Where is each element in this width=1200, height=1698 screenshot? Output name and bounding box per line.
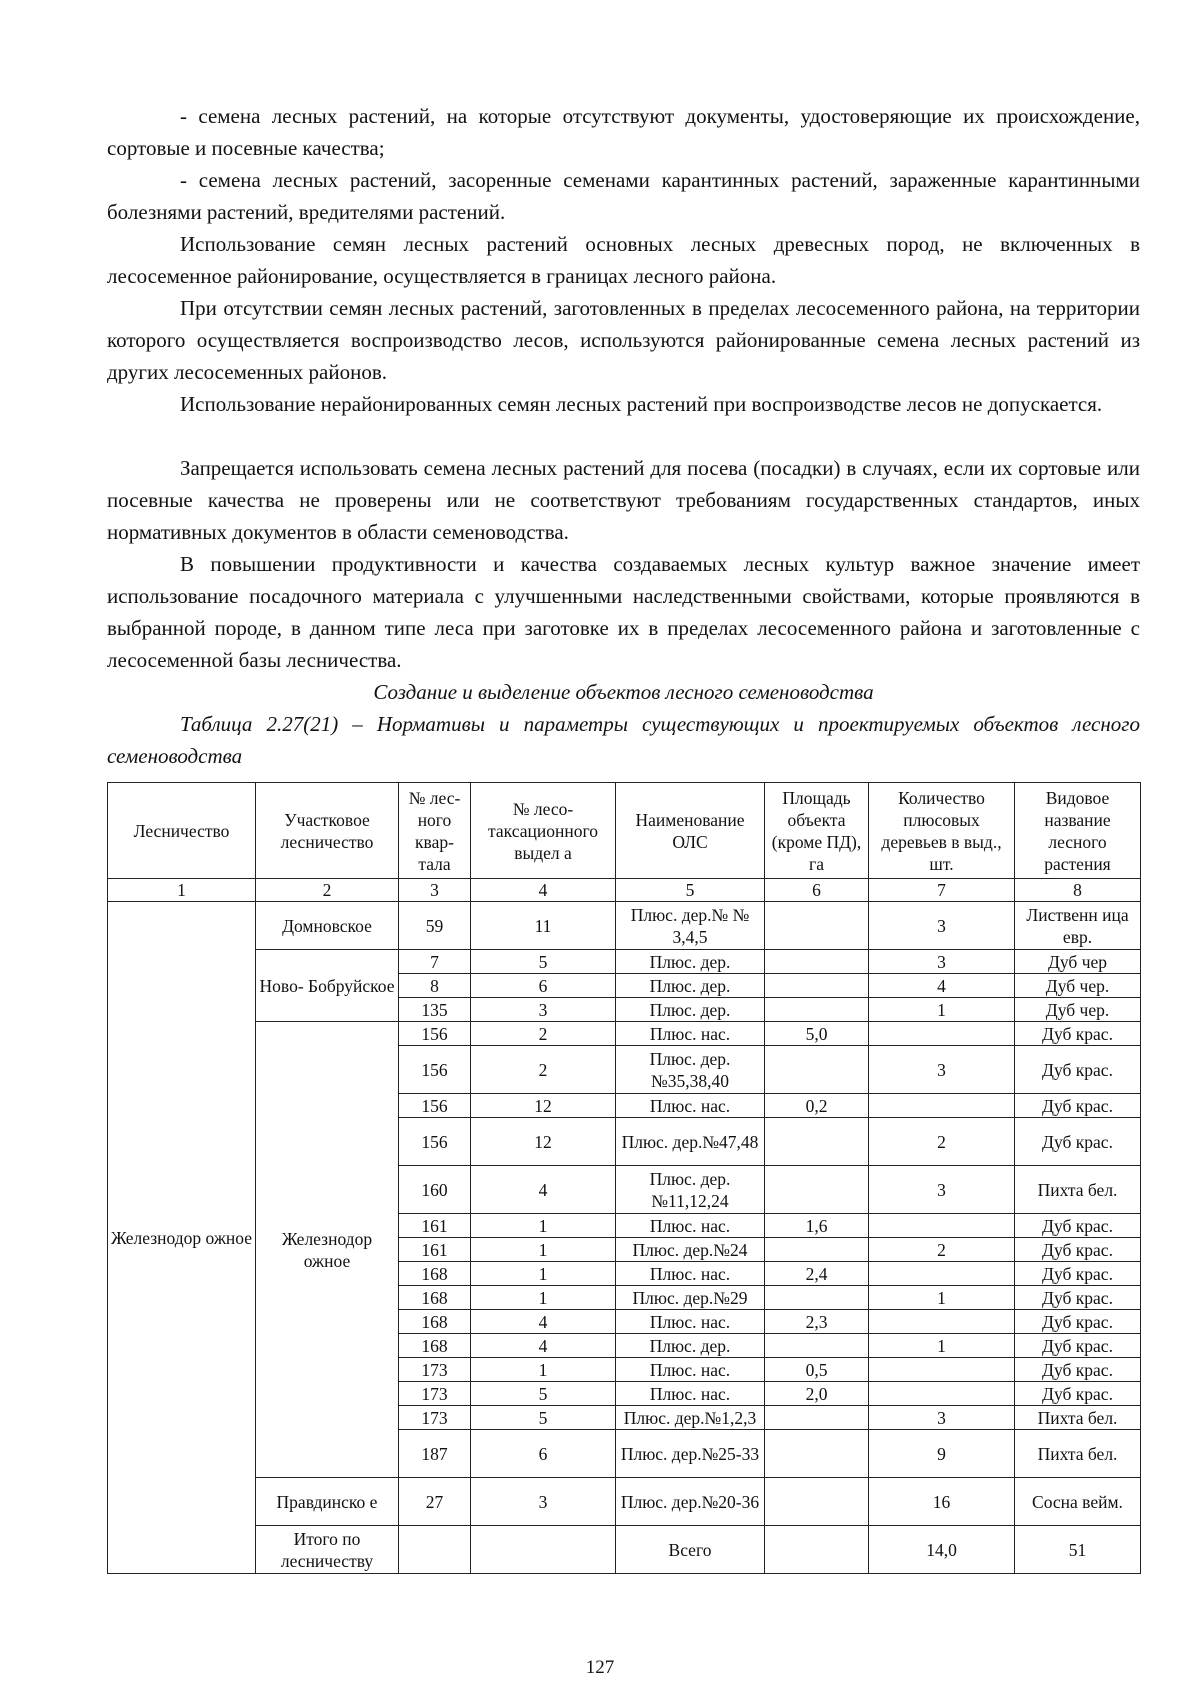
ols-cell: Плюс. нас.	[616, 1382, 765, 1406]
count-cell	[869, 1094, 1015, 1118]
plot-cell: 1	[471, 1262, 616, 1286]
ols-cell: Плюс. дер.	[616, 998, 765, 1022]
count-cell: 1	[869, 1286, 1015, 1310]
area-cell: 2,3	[765, 1310, 869, 1334]
area-cell	[765, 1334, 869, 1358]
quarter-cell: 156	[399, 1118, 471, 1166]
paragraph-7: В повышении продуктивности и качества создаваемых лесных культур важное значение имеет использование посадочного материала с улучшенными наследственными свойствами, которые проявляются в выбранной породе, в данном типе леса при заготовке их в пределах лесосеменного района и заготовленные с лесосеменной базы лесничества.	[107, 552, 1140, 672]
paragraph-6: Запрещается использовать семена лесных растений для посева (посадки) в случаях, если их сортовые или посевные качества не проверены или не соответствуют требованиям государственных стандартов, иных нормативных документов в области семеноводства.	[107, 456, 1140, 544]
forestry-cell: Железнодор ожное	[108, 902, 256, 1574]
count-cell: 3	[869, 1046, 1015, 1094]
ols-cell: Плюс. дер.№25-33	[616, 1430, 765, 1478]
plot-cell: 12	[471, 1118, 616, 1166]
column-number: 7	[869, 879, 1015, 902]
count-cell: 2	[869, 1238, 1015, 1262]
district-cell: Железнодор ожное	[256, 1022, 399, 1478]
species-cell: Дуб крас.	[1015, 1358, 1141, 1382]
paragraph-5: Использование нерайонированных семян лесных растений при воспроизводстве лесов не допускается.	[180, 392, 1103, 416]
plot-cell: 1	[471, 1214, 616, 1238]
plot-cell: 4	[471, 1334, 616, 1358]
column-number: 1	[108, 879, 256, 902]
count-cell: 1	[869, 1334, 1015, 1358]
ols-cell: Плюс. нас.	[616, 1358, 765, 1382]
count-cell	[869, 1358, 1015, 1382]
area-cell: 0,5	[765, 1358, 869, 1382]
area-cell	[765, 1430, 869, 1478]
ols-cell: Плюс. нас.	[616, 1262, 765, 1286]
total-count: 51	[1015, 1526, 1141, 1574]
column-number-row	[108, 879, 1141, 902]
area-cell	[765, 1166, 869, 1214]
species-cell: Дуб крас.	[1015, 1022, 1141, 1046]
species-cell: Дуб крас.	[1015, 1334, 1141, 1358]
count-cell: 3	[869, 950, 1015, 974]
plot-cell: 3	[471, 998, 616, 1022]
plot-cell: 5	[471, 950, 616, 974]
quarter-cell: 7	[399, 950, 471, 974]
page-number: 127	[585, 1657, 615, 1678]
paragraph-2: - семена лесных растений, засоренные семенами карантинных растений, зараженные карантинными болезнями растений, вредителями растений.	[107, 168, 1140, 224]
table-row	[108, 1022, 1141, 1046]
count-cell: 3	[869, 902, 1015, 950]
column-number: 8	[1015, 879, 1141, 902]
species-cell: Дуб чер	[1015, 950, 1141, 974]
area-cell: 2,4	[765, 1262, 869, 1286]
empty-cell	[471, 1526, 616, 1574]
ols-cell: Плюс. нас.	[616, 1214, 765, 1238]
ols-cell: Плюс. дер.№20-36	[616, 1478, 765, 1526]
count-cell: 2	[869, 1118, 1015, 1166]
species-cell: Пихта бел.	[1015, 1406, 1141, 1430]
count-cell: 3	[869, 1406, 1015, 1430]
header-cell: Видовое название лесного растения	[1015, 783, 1141, 879]
ols-cell: Плюс. нас.	[616, 1310, 765, 1334]
header-cell: № лесо-таксационного выдел а	[471, 783, 616, 879]
area-cell	[765, 902, 869, 950]
ols-cell: Плюс. нас.	[616, 1094, 765, 1118]
plot-cell: 11	[471, 902, 616, 950]
area-cell	[765, 1046, 869, 1094]
header-cell: Наименование ОЛС	[616, 783, 765, 879]
quarter-cell: 8	[399, 974, 471, 998]
quarter-cell: 156	[399, 1094, 471, 1118]
ols-cell: Плюс. дер.	[616, 974, 765, 998]
district-cell: Ново- Бобруйское	[256, 950, 399, 1022]
header-cell: Количество плюсовых деревьев в выд., шт.	[869, 783, 1015, 879]
ols-cell: Плюс. дер.№29	[616, 1286, 765, 1310]
ols-cell: Плюс. нас.	[616, 1022, 765, 1046]
plot-cell: 6	[471, 1430, 616, 1478]
plot-cell: 1	[471, 1286, 616, 1310]
species-cell: Дуб крас.	[1015, 1262, 1141, 1286]
quarter-cell: 156	[399, 1022, 471, 1046]
area-cell: 5,0	[765, 1022, 869, 1046]
plot-cell: 12	[471, 1094, 616, 1118]
empty-cell	[399, 1526, 471, 1574]
table-header-row	[108, 783, 1141, 879]
area-cell	[765, 1286, 869, 1310]
species-cell: Дуб крас.	[1015, 1286, 1141, 1310]
plot-cell: 2	[471, 1022, 616, 1046]
header-cell: Участковое лесничество	[256, 783, 399, 879]
species-cell: Дуб крас.	[1015, 1310, 1141, 1334]
plot-cell: 4	[471, 1166, 616, 1214]
species-cell: Дуб крас.	[1015, 1238, 1141, 1262]
quarter-cell: 168	[399, 1334, 471, 1358]
species-cell: Дуб крас.	[1015, 1214, 1141, 1238]
count-cell: 9	[869, 1430, 1015, 1478]
table-caption: Таблица 2.27(21) – Нормативы и параметры существующих и проектируемых объектов лесного семеноводства	[107, 712, 1140, 768]
count-cell	[869, 1022, 1015, 1046]
plot-cell: 2	[471, 1046, 616, 1094]
area-cell	[765, 974, 869, 998]
quarter-cell: 135	[399, 998, 471, 1022]
empty-cell	[765, 1526, 869, 1574]
quarter-cell: 27	[399, 1478, 471, 1526]
area-cell: 0,2	[765, 1094, 869, 1118]
count-cell: 3	[869, 1166, 1015, 1214]
species-cell: Дуб крас.	[1015, 1118, 1141, 1166]
header-cell: № лес-ного квар-тала	[399, 783, 471, 879]
district-cell: Домновское	[256, 902, 399, 950]
ols-cell: Плюс. дер.№24	[616, 1238, 765, 1262]
plot-cell: 1	[471, 1358, 616, 1382]
quarter-cell: 161	[399, 1238, 471, 1262]
quarter-cell: 168	[399, 1310, 471, 1334]
plot-cell: 3	[471, 1478, 616, 1526]
quarter-cell: 59	[399, 902, 471, 950]
area-cell	[765, 1406, 869, 1430]
area-cell	[765, 1478, 869, 1526]
quarter-cell: 187	[399, 1430, 471, 1478]
plot-cell: 1	[471, 1238, 616, 1262]
ols-cell: Плюс. дер.№11,12,24	[616, 1166, 765, 1214]
total-row	[108, 1526, 1141, 1574]
plot-cell: 6	[471, 974, 616, 998]
area-cell	[765, 1238, 869, 1262]
area-cell	[765, 1118, 869, 1166]
table-row	[108, 950, 1141, 974]
ols-cell: Плюс. дер.№35,38,40	[616, 1046, 765, 1094]
area-cell	[765, 950, 869, 974]
species-cell: Дуб чер.	[1015, 998, 1141, 1022]
plot-cell: 4	[471, 1310, 616, 1334]
count-cell: 16	[869, 1478, 1015, 1526]
plot-cell: 5	[471, 1382, 616, 1406]
ols-cell: Плюс. дер.	[616, 1334, 765, 1358]
quarter-cell: 156	[399, 1046, 471, 1094]
total-word: Всего	[616, 1526, 765, 1574]
column-number: 4	[471, 879, 616, 902]
ols-cell: Плюс. дер.	[616, 950, 765, 974]
quarter-cell: 168	[399, 1286, 471, 1310]
plot-cell: 5	[471, 1406, 616, 1430]
count-cell	[869, 1262, 1015, 1286]
species-cell: Сосна вейм.	[1015, 1478, 1141, 1526]
ols-cell: Плюс. дер.№47,48	[616, 1118, 765, 1166]
ols-cell: Плюс. дер.№1,2,3	[616, 1406, 765, 1430]
species-cell: Пихта бел.	[1015, 1166, 1141, 1214]
table-row	[108, 902, 1141, 950]
table-row	[108, 1478, 1141, 1526]
paragraph-3: Использование семян лесных растений основных лесных древесных пород, не включенных в лесосеменное районирование, осуществляется в границах лесного района.	[107, 232, 1140, 288]
header-cell: Лесничество	[108, 783, 256, 879]
paragraph-1: - семена лесных растений, на которые отсутствуют документы, удостоверяющие их происхождение, сортовые и посевные качества;	[107, 104, 1140, 160]
count-cell: 4	[869, 974, 1015, 998]
count-cell	[869, 1382, 1015, 1406]
area-cell	[765, 998, 869, 1022]
paragraph-4: При отсутствии семян лесных растений, заготовленных в пределах лесосеменного района, на территории которого осуществляется воспроизводство лесов, используются районированные семена лесных растений из других лесосеменных районов.	[107, 296, 1140, 384]
header-cell: Площадь объекта (кроме ПД), га	[765, 783, 869, 879]
quarter-cell: 160	[399, 1166, 471, 1214]
total-label: Итого по лесничеству	[256, 1526, 399, 1574]
column-number: 2	[256, 879, 399, 902]
section-title: Создание и выделение объектов лесного семеноводства	[373, 680, 874, 704]
quarter-cell: 173	[399, 1382, 471, 1406]
area-cell: 2,0	[765, 1382, 869, 1406]
count-cell	[869, 1214, 1015, 1238]
species-cell: Дуб крас.	[1015, 1094, 1141, 1118]
quarter-cell: 173	[399, 1406, 471, 1430]
species-cell: Дуб чер.	[1015, 974, 1141, 998]
column-number: 6	[765, 879, 869, 902]
ols-cell: Плюс. дер.№ № 3,4,5	[616, 902, 765, 950]
quarter-cell: 161	[399, 1214, 471, 1238]
column-number: 3	[399, 879, 471, 902]
seed-objects-table	[107, 782, 1141, 1574]
column-number: 5	[616, 879, 765, 902]
total-area: 14,0	[869, 1526, 1015, 1574]
count-cell	[869, 1310, 1015, 1334]
quarter-cell: 173	[399, 1358, 471, 1382]
species-cell: Пихта бел.	[1015, 1430, 1141, 1478]
species-cell: Дуб крас.	[1015, 1046, 1141, 1094]
area-cell: 1,6	[765, 1214, 869, 1238]
count-cell: 1	[869, 998, 1015, 1022]
district-cell: Правдинско е	[256, 1478, 399, 1526]
species-cell: Дуб крас.	[1015, 1382, 1141, 1406]
species-cell: Лиственн ица евр.	[1015, 902, 1141, 950]
quarter-cell: 168	[399, 1262, 471, 1286]
